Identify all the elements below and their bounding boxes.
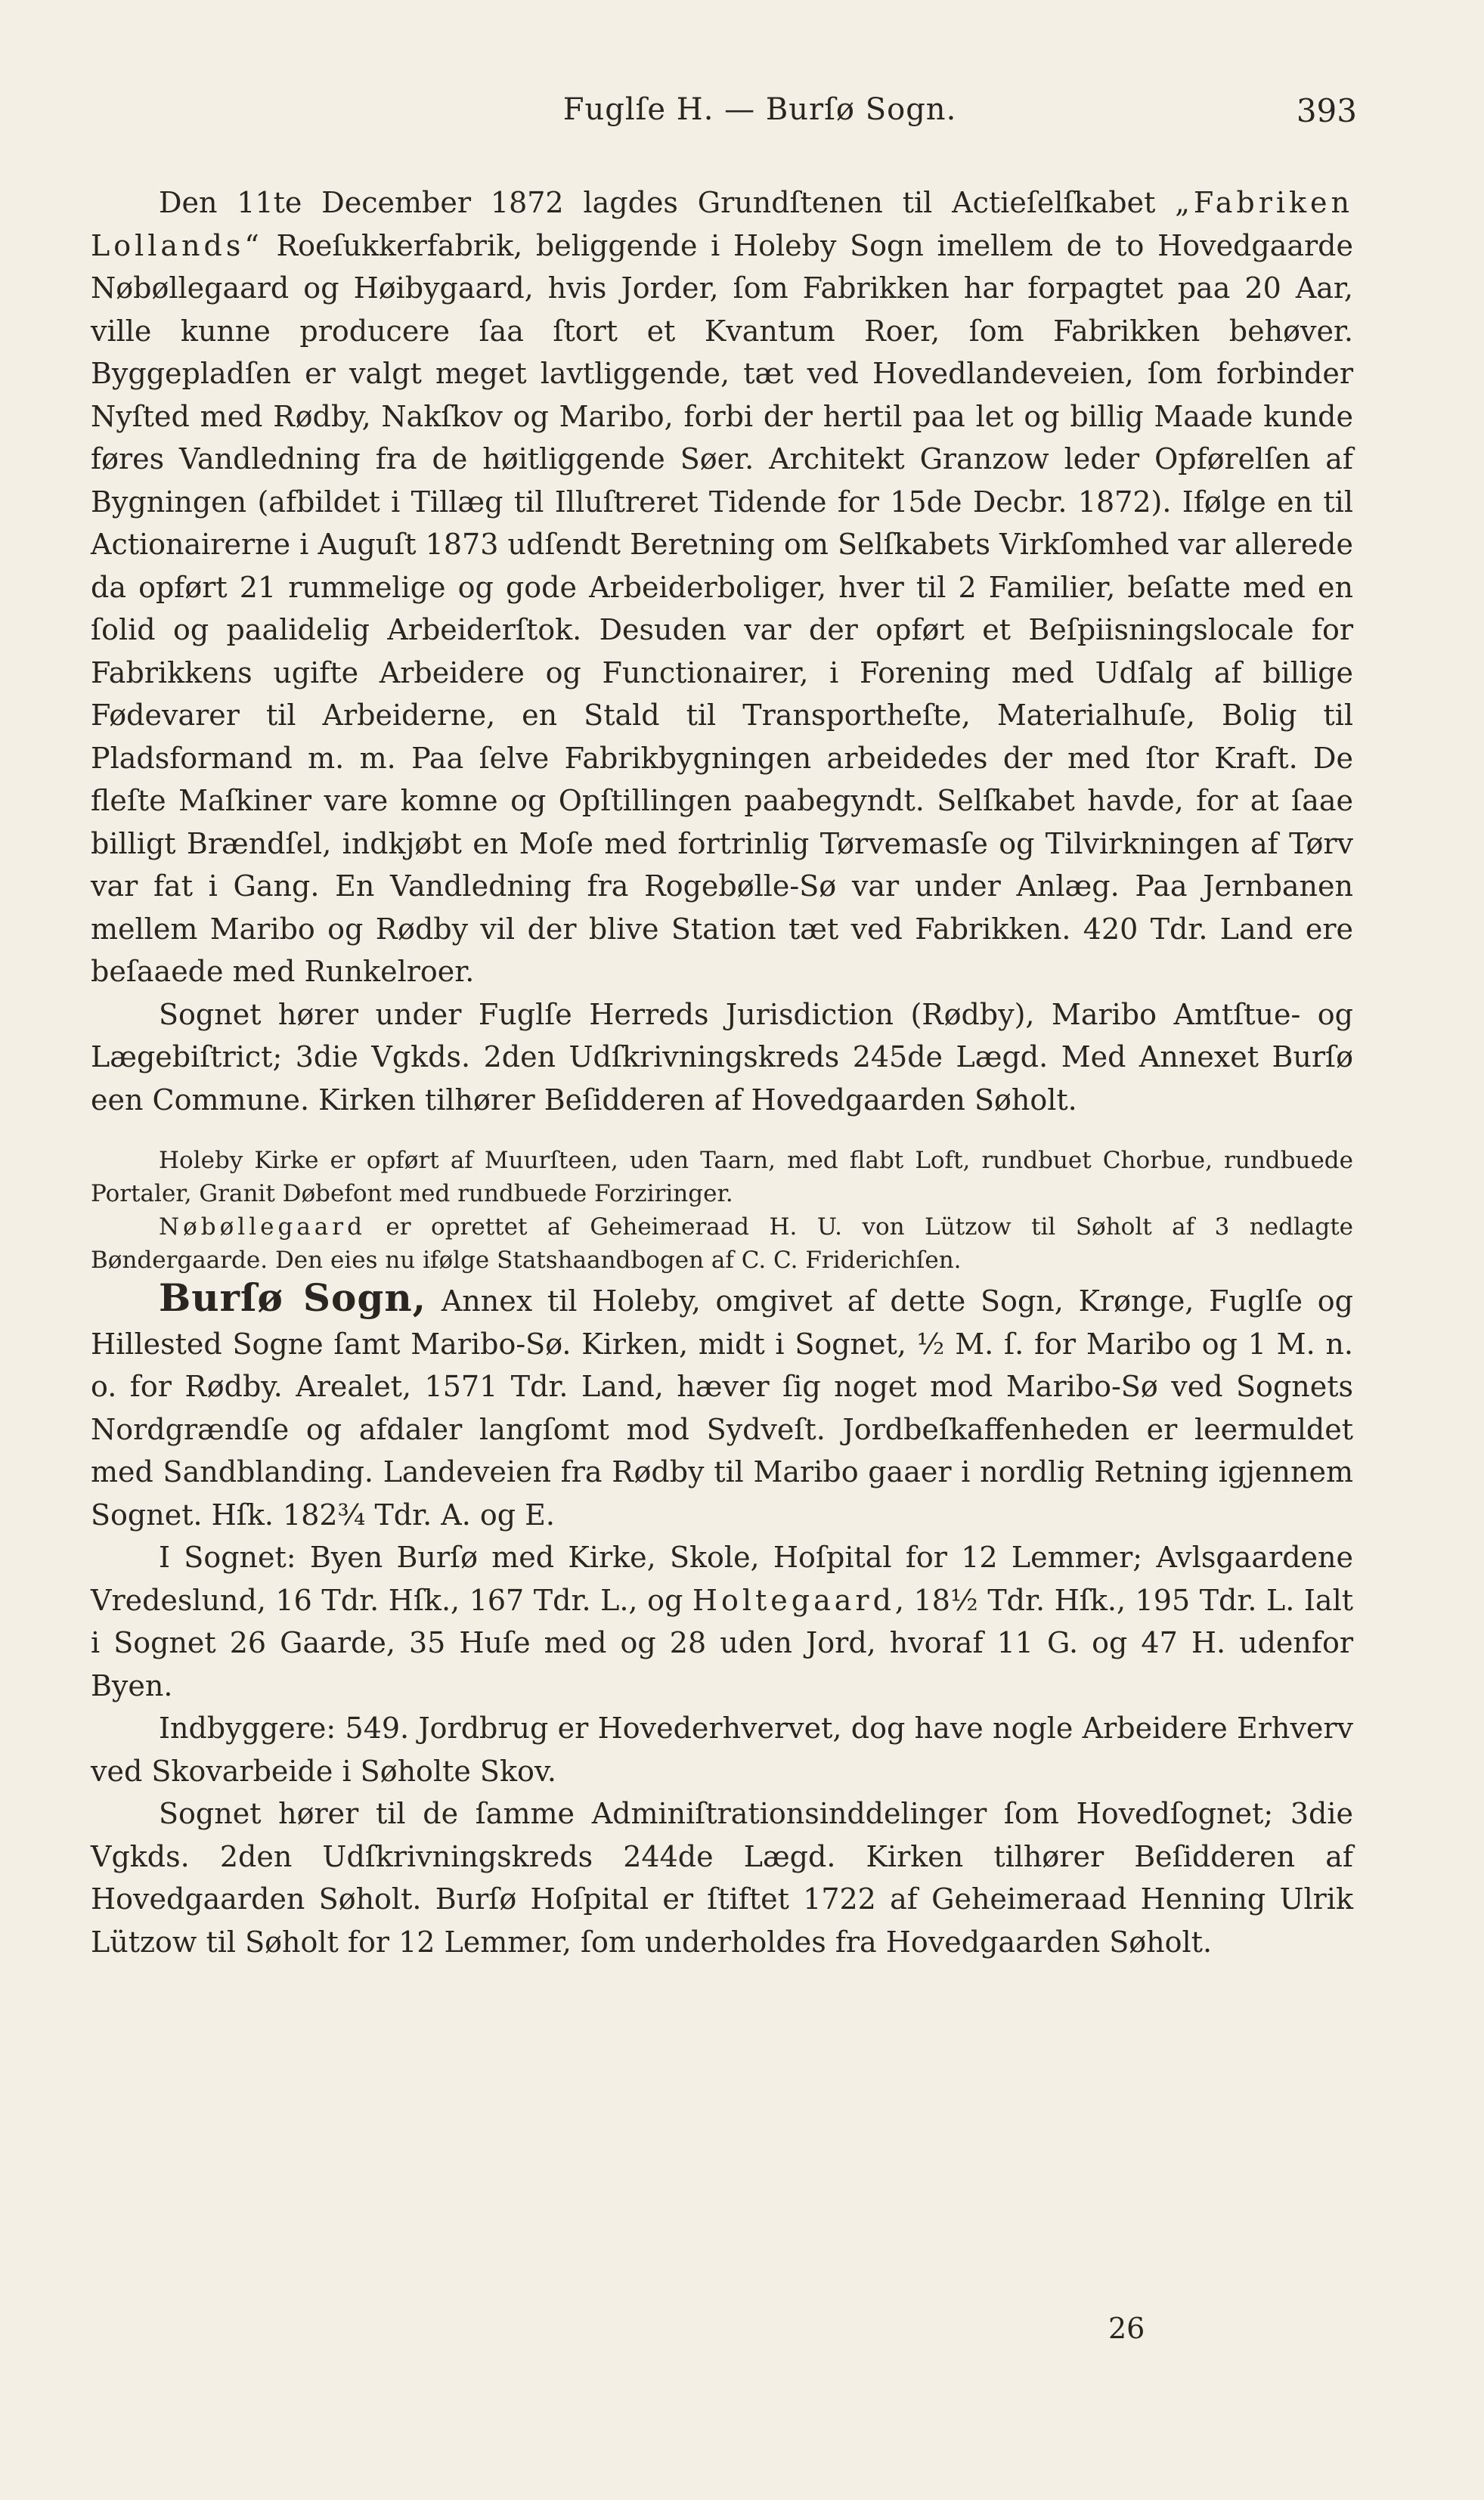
paragraph-population: Indbyggere: 549. Jordbrug er Hovederhvervet, dog have nogle Arbeidere Erhverv ved Skovarbeide i Søholte Skov. — [91, 1712, 1353, 1788]
note-church: Holeby Kirke er opført af Muurſteen, uden Taarn, med flabt Loft, rundbuet Chorbue, rundbuede Portaler, Granit Døbefont med rundbuede Forziringer. — [91, 1147, 1353, 1207]
paragraph-text: I Sognet: Byen Burſø med Kirke, Skole, Hoſpital for 12 Lemmer; Avlsgaardene Vredeslund, 16 Tdr. Hſk., 167 Tdr. L., og — [91, 1541, 1353, 1617]
paragraph-jurisdiction: Sognet hører under Fuglſe Herreds Jurisdiction (Rødby), Maribo Amtſtue- og Lægebiſtrict; 3die Vgkds. 2den Udſkrivningskreds 245de Lægd. Med Annexet Burſø een Commune. Kirken tilhører Beſidderen af Hovedgaarden Søholt. — [91, 997, 1353, 1117]
section-title: Burſø Sogn, — [159, 1275, 427, 1320]
page-number: 393 — [1296, 92, 1357, 129]
paragraph-settlements — [91, 1536, 1353, 1707]
sheet-number: 26 — [1108, 2312, 1145, 2345]
note-text: er oprettet af Geheimeraad H. U. von Lützow til Søholt af 3 nedlagte Bøndergaarde. Den eies nu ifølge Statshaandbogen af C. C. Friderichſen. — [91, 1213, 1353, 1274]
company-name: „Fabriken Lollands“ — [91, 186, 1353, 262]
farm-name: Holtegaard — [692, 1583, 895, 1617]
paragraph-factory — [91, 181, 1353, 993]
manor-name: Nøbøllegaard — [159, 1213, 366, 1241]
paragraph-text: Den 11te December 1872 lagdes Grundſtenen til Actieſelſkabet — [159, 186, 1176, 219]
page-body — [91, 181, 1353, 1963]
page-header — [163, 89, 1357, 135]
paragraph-text: , 18½ Tdr. Hſk., 195 Tdr. L. Ialt i Sognet 26 Gaarde, 35 Huſe med og 28 uden Jord, hvoraf 11 G. og 47 H. udenfor Byen. — [91, 1583, 1353, 1702]
paragraph-administration: Sognet hører til de ſamme Adminiſtrationsinddelinger ſom Hovedſognet; 3die Vgkds. 2den Udſkrivningskreds 244de Lægd. Kirken tilhører Beſidderen af Hovedgaarden Søholt. Burſø Hoſpital er ſtiftet 1722 af Geheimeraad Henning Ulrik Lützow til Søholt for 12 Lemmer, ſom underholdes fra Hovedgaarden Søholt. — [91, 1797, 1353, 1959]
running-title: Fuglſe H. — Burſø Sogn. — [562, 92, 957, 127]
paragraph-text: Annex til Holeby, omgivet af dette Sogn, Krønge, Fuglſe og Hillested Sogne ſamt Maribo-Sø. Kirken, midt i Sognet, ½ M. ſ. for Maribo og 1 M. n. o. for Rødby. Arealet, 1571 Tdr. Land, hæver ſig noget mod Maribo-Sø ved Sognets Nordgrændſe og afdaler langſomt mod Sydveſt. Jordbeſkaffenheden er leermuldet med Sandblanding. Landeveien fra Rødby til Maribo gaaer i nordlig Retning igjennem Sognet. Hſk. 182¾ Tdr. A. og E. — [91, 1284, 1353, 1532]
footnote-block — [91, 1144, 1353, 1277]
paragraph-text: Roeſukkerfabrik, beliggende i Holeby Sogn imellem de to Hovedgaarde Nøbøllegaard og Høibygaard, hvis Jorder, ſom Fabrikken har forpagtet paa 20 Aar, ville kunne producere ſaa ſtort et Kvantum Roer, ſom Fabrikken behøver. Byggepladſen er valgt meget lavtliggende, tæt ved Hovedlandeveien, ſom forbinder Nyſted med Rødby, Nakſkov og Maribo, forbi der hertil paa let og billig Maade kunde føres Vandledning fra de høitliggende Søer. Architekt Granzow leder Opførelſen af Bygningen (afbildet i Tillæg til Illuſtreret Tidende for 15de Decbr. 1872). Ifølge en til Actionairerne i Auguſt 1873 udſendt Beretning om Selſkabets Virkſomhed var allerede da opført 21 rummelige og gode Arbeiderboliger, hver til 2 Familier, beſatte med en ſolid og paalidelig Arbeiderſtok. Desuden var der opført et Beſpiisningslocale for Fabrikkens ugifte Arbeidere og Functionairer, i Forening med Udſalg af billige Fødevarer til Arbeiderne, en Stald til Transportheſte, Materialhuſe, Bolig til Pladsformand m. m. Paa ſelve Fabrikbygningen arbeidedes der med ſtor Kraft. De fleſte Maſkiner vare komne og Opſtillingen paabegyndt. Selſkabet havde, for at ſaae billigt Brændſel, indkjøbt en Moſe med fortrinlig Tørvemasſe og Tilvirkningen af Tørv var fat i Gang. En Vandledning fra Rogebølle-Sø var under Anlæg. Paa Jernbanen mellem Maribo og Rødby vil der blive Station tæt ved Fabrikken. 420 Tdr. Land ere beſaaede med Runkelroer. — [91, 228, 1353, 988]
paragraph-bursoe-intro — [91, 1277, 1353, 1536]
note-manor — [91, 1210, 1353, 1277]
